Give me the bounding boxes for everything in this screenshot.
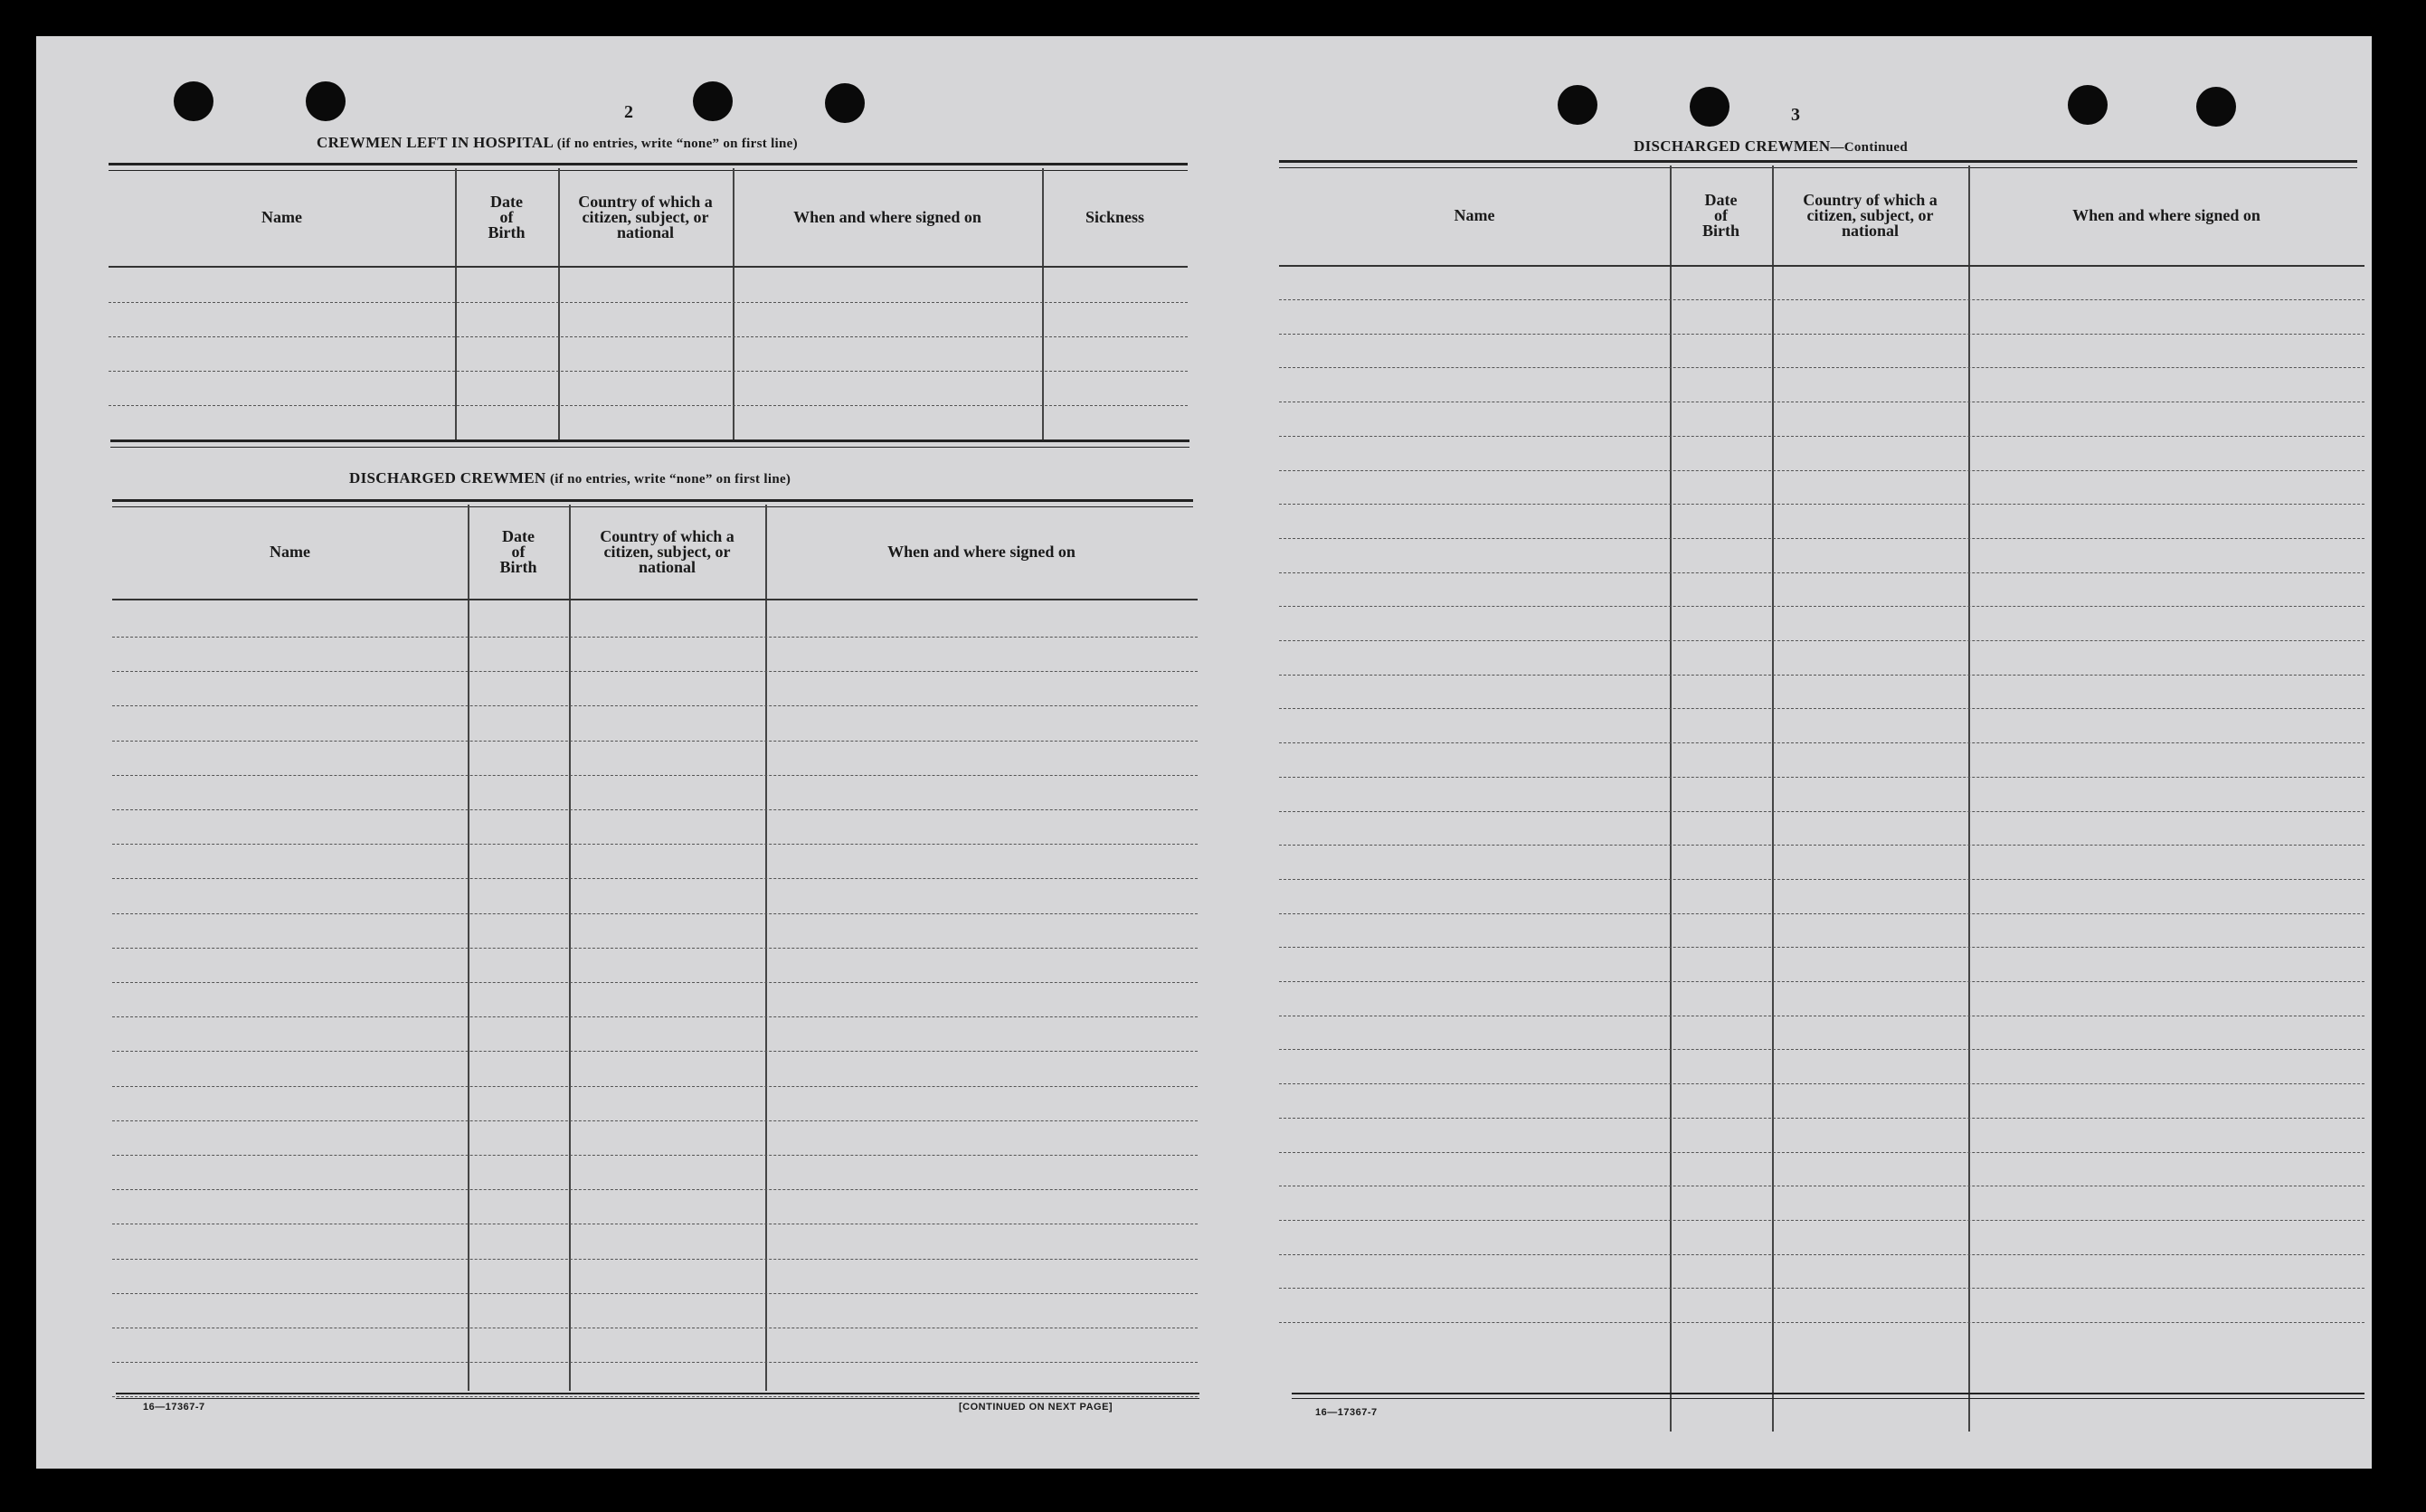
discharged-row-line	[112, 1189, 1198, 1190]
discharged-row-line	[112, 705, 1198, 706]
hospital-header-2: Country of which a citizen, subject, or national	[578, 192, 713, 241]
punch-hole	[825, 83, 865, 123]
continued-title-suffix: —Continued	[1830, 140, 1908, 155]
discharged-header-2: Country of which a citizen, subject, or national	[600, 526, 734, 576]
continued-row-line	[1279, 367, 2364, 368]
continued-column-divider	[1968, 165, 1970, 1432]
continued-row-line	[1279, 811, 2364, 812]
discharged-row-line	[112, 741, 1198, 742]
continued-note: [CONTINUED ON NEXT PAGE]	[959, 1402, 1113, 1413]
continued-row-line	[1279, 504, 2364, 505]
hospital-title-text: CREWMEN LEFT IN HOSPITAL	[317, 134, 554, 151]
hospital-row-line	[109, 405, 1188, 406]
discharged-row-line	[112, 1016, 1198, 1017]
page-number-right: 3	[1791, 105, 1800, 125]
punch-hole	[174, 81, 213, 121]
hospital-header-rule	[109, 266, 1188, 268]
continued-row-line	[1279, 742, 2364, 743]
continued-row-line	[1279, 1322, 2364, 1323]
discharged-row-line	[112, 948, 1198, 949]
discharged-row-line	[112, 878, 1198, 879]
continued-header-2: Country of which a citizen, subject, or national	[1803, 190, 1938, 240]
discharged-row-line	[112, 982, 1198, 983]
discharged-row-line	[112, 1120, 1198, 1121]
hospital-header-1: Date of Birth	[488, 192, 526, 241]
continued-row-line	[1279, 436, 2364, 437]
continued-row-line	[1279, 1288, 2364, 1289]
continued-row-line	[1279, 1220, 2364, 1221]
continued-row-line	[1279, 1118, 2364, 1119]
punch-hole	[306, 81, 346, 121]
continued-row-line	[1279, 334, 2364, 335]
discharged-row-line	[112, 1051, 1198, 1052]
continued-table	[1279, 165, 2364, 1432]
discharged-row-line	[112, 1362, 1198, 1363]
continued-column-divider	[1772, 165, 1774, 1432]
hospital-header-4: Sickness	[1085, 207, 1145, 226]
hospital-bottom-rule	[110, 439, 1189, 448]
continued-column-divider	[1670, 165, 1672, 1432]
continued-row-line	[1279, 913, 2364, 914]
discharged-title-note: (if no entries, write “none” on first line)	[550, 472, 791, 487]
continued-row-line	[1279, 538, 2364, 539]
hospital-table	[109, 168, 1188, 447]
continued-row-line	[1279, 675, 2364, 676]
continued-row-line	[1279, 1049, 2364, 1050]
discharged-row-line	[112, 1155, 1198, 1156]
discharged-row-line	[112, 1293, 1198, 1294]
punch-hole	[1690, 87, 1729, 127]
form-number-left: 16—17367-7	[143, 1402, 205, 1413]
discharged-header-1: Date of Birth	[499, 526, 537, 576]
form-number-right: 16—17367-7	[1315, 1407, 1378, 1418]
continued-row-line	[1279, 572, 2364, 573]
continued-row-line	[1279, 981, 2364, 982]
continued-row-line	[1279, 299, 2364, 300]
continued-header-rule	[1279, 265, 2364, 267]
continued-bottom-rule	[1292, 1393, 2364, 1399]
continued-row-line	[1279, 777, 2364, 778]
continued-row-line	[1279, 845, 2364, 846]
hospital-title-note: (if no entries, write “none” on first line)	[556, 137, 798, 151]
continued-row-line	[1279, 708, 2364, 709]
discharged-row-line	[112, 671, 1198, 672]
discharged-bottom-rule	[116, 1393, 1199, 1399]
punch-hole	[693, 81, 733, 121]
discharged-table	[112, 505, 1198, 1429]
continued-title-text: DISCHARGED CREWMEN	[1634, 137, 1831, 155]
discharged-header-rule	[112, 599, 1198, 600]
continued-section-title	[1634, 137, 1908, 156]
punch-hole	[2068, 85, 2108, 125]
punch-hole	[1558, 85, 1597, 125]
hospital-row-line	[109, 371, 1188, 372]
discharged-row-line	[112, 1086, 1198, 1087]
discharged-section-title	[349, 469, 791, 487]
hospital-row-line	[109, 302, 1188, 303]
discharged-row-line	[112, 775, 1198, 776]
continued-header-0: Name	[1454, 205, 1495, 224]
continued-row-line	[1279, 1254, 2364, 1255]
continued-row-line	[1279, 947, 2364, 948]
discharged-header-3: When and where signed on	[887, 542, 1076, 561]
continued-row-line	[1279, 470, 2364, 471]
discharged-row-line	[112, 637, 1198, 638]
page-number-left: 2	[624, 102, 633, 122]
discharged-row-line	[112, 913, 1198, 914]
discharged-title-text: DISCHARGED CREWMEN	[349, 469, 546, 487]
continued-header-1: Date of Birth	[1701, 190, 1739, 240]
continued-row-line	[1279, 640, 2364, 641]
manifest-sheet	[36, 36, 2372, 1469]
continued-row-line	[1279, 1083, 2364, 1084]
hospital-row-line	[109, 336, 1188, 337]
continued-row-line	[1279, 606, 2364, 607]
continued-header-3: When and where signed on	[2072, 205, 2260, 224]
discharged-row-line	[112, 1259, 1198, 1260]
punch-hole	[2196, 87, 2236, 127]
hospital-header-0: Name	[261, 207, 302, 226]
discharged-header-0: Name	[270, 542, 310, 561]
continued-row-line	[1279, 879, 2364, 880]
discharged-row-line	[112, 844, 1198, 845]
hospital-header-3: When and where signed on	[793, 207, 981, 226]
discharged-row-line	[112, 809, 1198, 810]
hospital-section-title	[317, 134, 798, 152]
continued-row-line	[1279, 1152, 2364, 1153]
